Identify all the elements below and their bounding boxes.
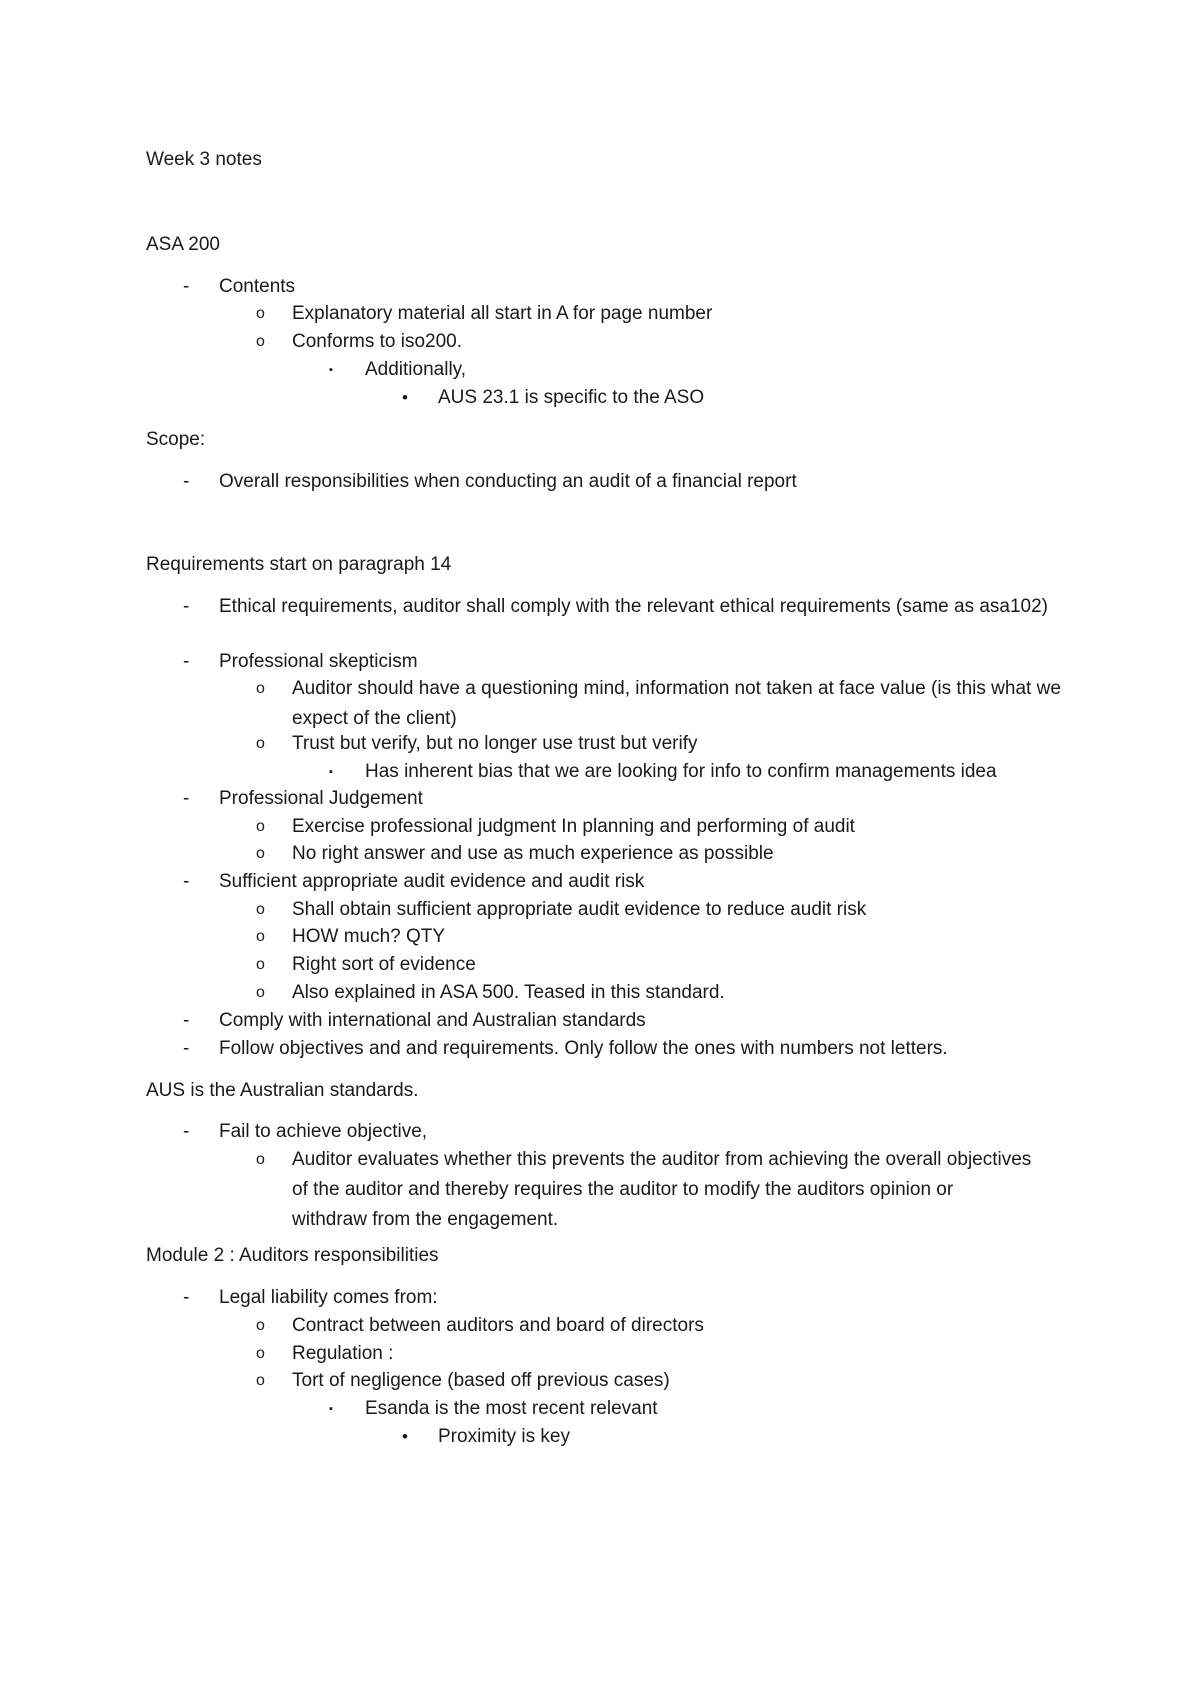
list-item-text: Tort of negligence (based off previous cases) [292,1370,670,1391]
requirements-heading: Requirements start on paragraph 14 [146,554,452,575]
list-item-text: Contract between auditors and board of directors [292,1315,704,1336]
aus-heading: AUS is the Australian standards. [146,1080,419,1101]
asa200-heading: ASA 200 [146,234,220,255]
dash-bullet-icon: - [183,1010,190,1031]
list-item [256,729,1052,759]
circle-bullet-icon: o [256,928,265,945]
list-item-text: Professional skepticism [219,651,418,672]
list-item [329,355,1065,385]
list-item-text: Has inherent bias that we are looking for info to confirm managements idea [365,761,997,782]
list-item [256,839,1052,869]
list-item [183,867,1059,897]
list-item [256,950,1052,980]
dot-bullet-icon: • [402,1427,408,1446]
list-item [256,1339,1052,1369]
list-item [183,647,1059,677]
list-item [183,1006,1059,1036]
dot-bullet-icon: • [402,388,408,407]
list-item [402,383,1078,413]
list-item-text: Regulation : [292,1343,394,1364]
list-item [256,1145,1032,1235]
list-item-text: Esanda is the most recent relevant [365,1398,658,1419]
dash-bullet-icon: - [183,651,190,672]
circle-bullet-icon: o [256,305,265,322]
square-bullet-icon: ▪ [329,766,333,778]
list-item [256,895,1052,925]
list-item [256,327,1052,357]
list-item-text: Ethical requirements, auditor shall comply with the relevant ethical requirements (same as asa102) [219,596,1049,617]
list-item-text: Follow objectives and and requirements. Only follow the ones with numbers not letters. [219,1038,948,1059]
module2-heading: Module 2 : Auditors responsibilities [146,1245,439,1266]
list-item-text: No right answer and use as much experience as possible [292,843,774,864]
list-item [256,674,1062,734]
list-item-text: Shall obtain sufficient appropriate audit evidence to reduce audit risk [292,899,867,920]
square-bullet-icon: ▪ [329,1403,333,1415]
dash-bullet-icon: - [183,276,190,297]
list-item [256,812,1052,842]
list-item-text: Sufficient appropriate audit evidence and audit risk [219,871,645,892]
dash-bullet-icon: - [183,1121,190,1142]
list-item-text: Contents [219,276,296,297]
dash-bullet-icon: - [183,871,190,892]
list-item [183,784,1059,814]
list-item [183,467,1059,497]
list-item [402,1422,1078,1452]
circle-bullet-icon: o [256,984,265,1001]
square-bullet-icon: ▪ [329,364,333,376]
list-item [183,1117,1059,1147]
list-item-text: Overall responsibilities when conducting an audit of a financial report [219,471,797,492]
list-item [183,592,1059,622]
dash-bullet-icon: - [183,788,190,809]
list-item [329,757,1105,787]
dash-bullet-icon: - [183,1038,190,1059]
list-item-text: Conforms to iso200. [292,331,463,352]
list-item [329,1394,1065,1424]
list-item [183,1034,1059,1064]
list-item-text: Fail to achieve objective, [219,1121,428,1142]
circle-bullet-icon: o [256,818,265,835]
list-item [256,299,1052,329]
dash-bullet-icon: - [183,596,190,617]
list-item-text: Exercise professional judgment In planning and performing of audit [292,816,855,837]
list-item-text: Trust but verify, but no longer use trust but verify [292,733,698,754]
circle-bullet-icon: o [256,1151,265,1168]
circle-bullet-icon: o [256,901,265,918]
list-item-text: Also explained in ASA 500. Teased in this standard. [292,982,725,1003]
list-item-text: Legal liability comes from: [219,1287,438,1308]
circle-bullet-icon: o [256,1345,265,1362]
list-item-text: Additionally, [365,359,467,380]
circle-bullet-icon: o [256,680,265,697]
list-item [256,978,1052,1008]
list-item-text: HOW much? QTY [292,926,446,947]
list-item [256,922,1052,952]
list-item-text: Proximity is key [438,1426,570,1447]
dash-bullet-icon: - [183,471,190,492]
circle-bullet-icon: o [256,333,265,350]
circle-bullet-icon: o [256,1317,265,1334]
circle-bullet-icon: o [256,735,265,752]
list-item-text: Auditor should have a questioning mind, information not taken at face value (is this what we expect of the client) [292,678,1061,729]
list-item [183,272,1059,302]
document-title: Week 3 notes [146,149,262,170]
list-item-text: Auditor evaluates whether this prevents the auditor from achieving the overall objectives of the auditor and thereby requires the auditor to modify the auditors opinion or withdraw from the engagement. [292,1149,1032,1230]
list-item [256,1366,1052,1396]
list-item-text: Professional Judgement [219,788,423,809]
list-item [183,1283,1059,1313]
list-item-text: Right sort of evidence [292,954,476,975]
dash-bullet-icon: - [183,1287,190,1308]
scope-heading: Scope: [146,429,206,450]
list-item [256,1311,1052,1341]
list-item-text: Explanatory material all start in A for page number [292,303,713,324]
circle-bullet-icon: o [256,845,265,862]
circle-bullet-icon: o [256,956,265,973]
list-item-text: Comply with international and Australian standards [219,1010,646,1031]
list-item-text: AUS 23.1 is specific to the ASO [438,387,705,408]
circle-bullet-icon: o [256,1372,265,1389]
